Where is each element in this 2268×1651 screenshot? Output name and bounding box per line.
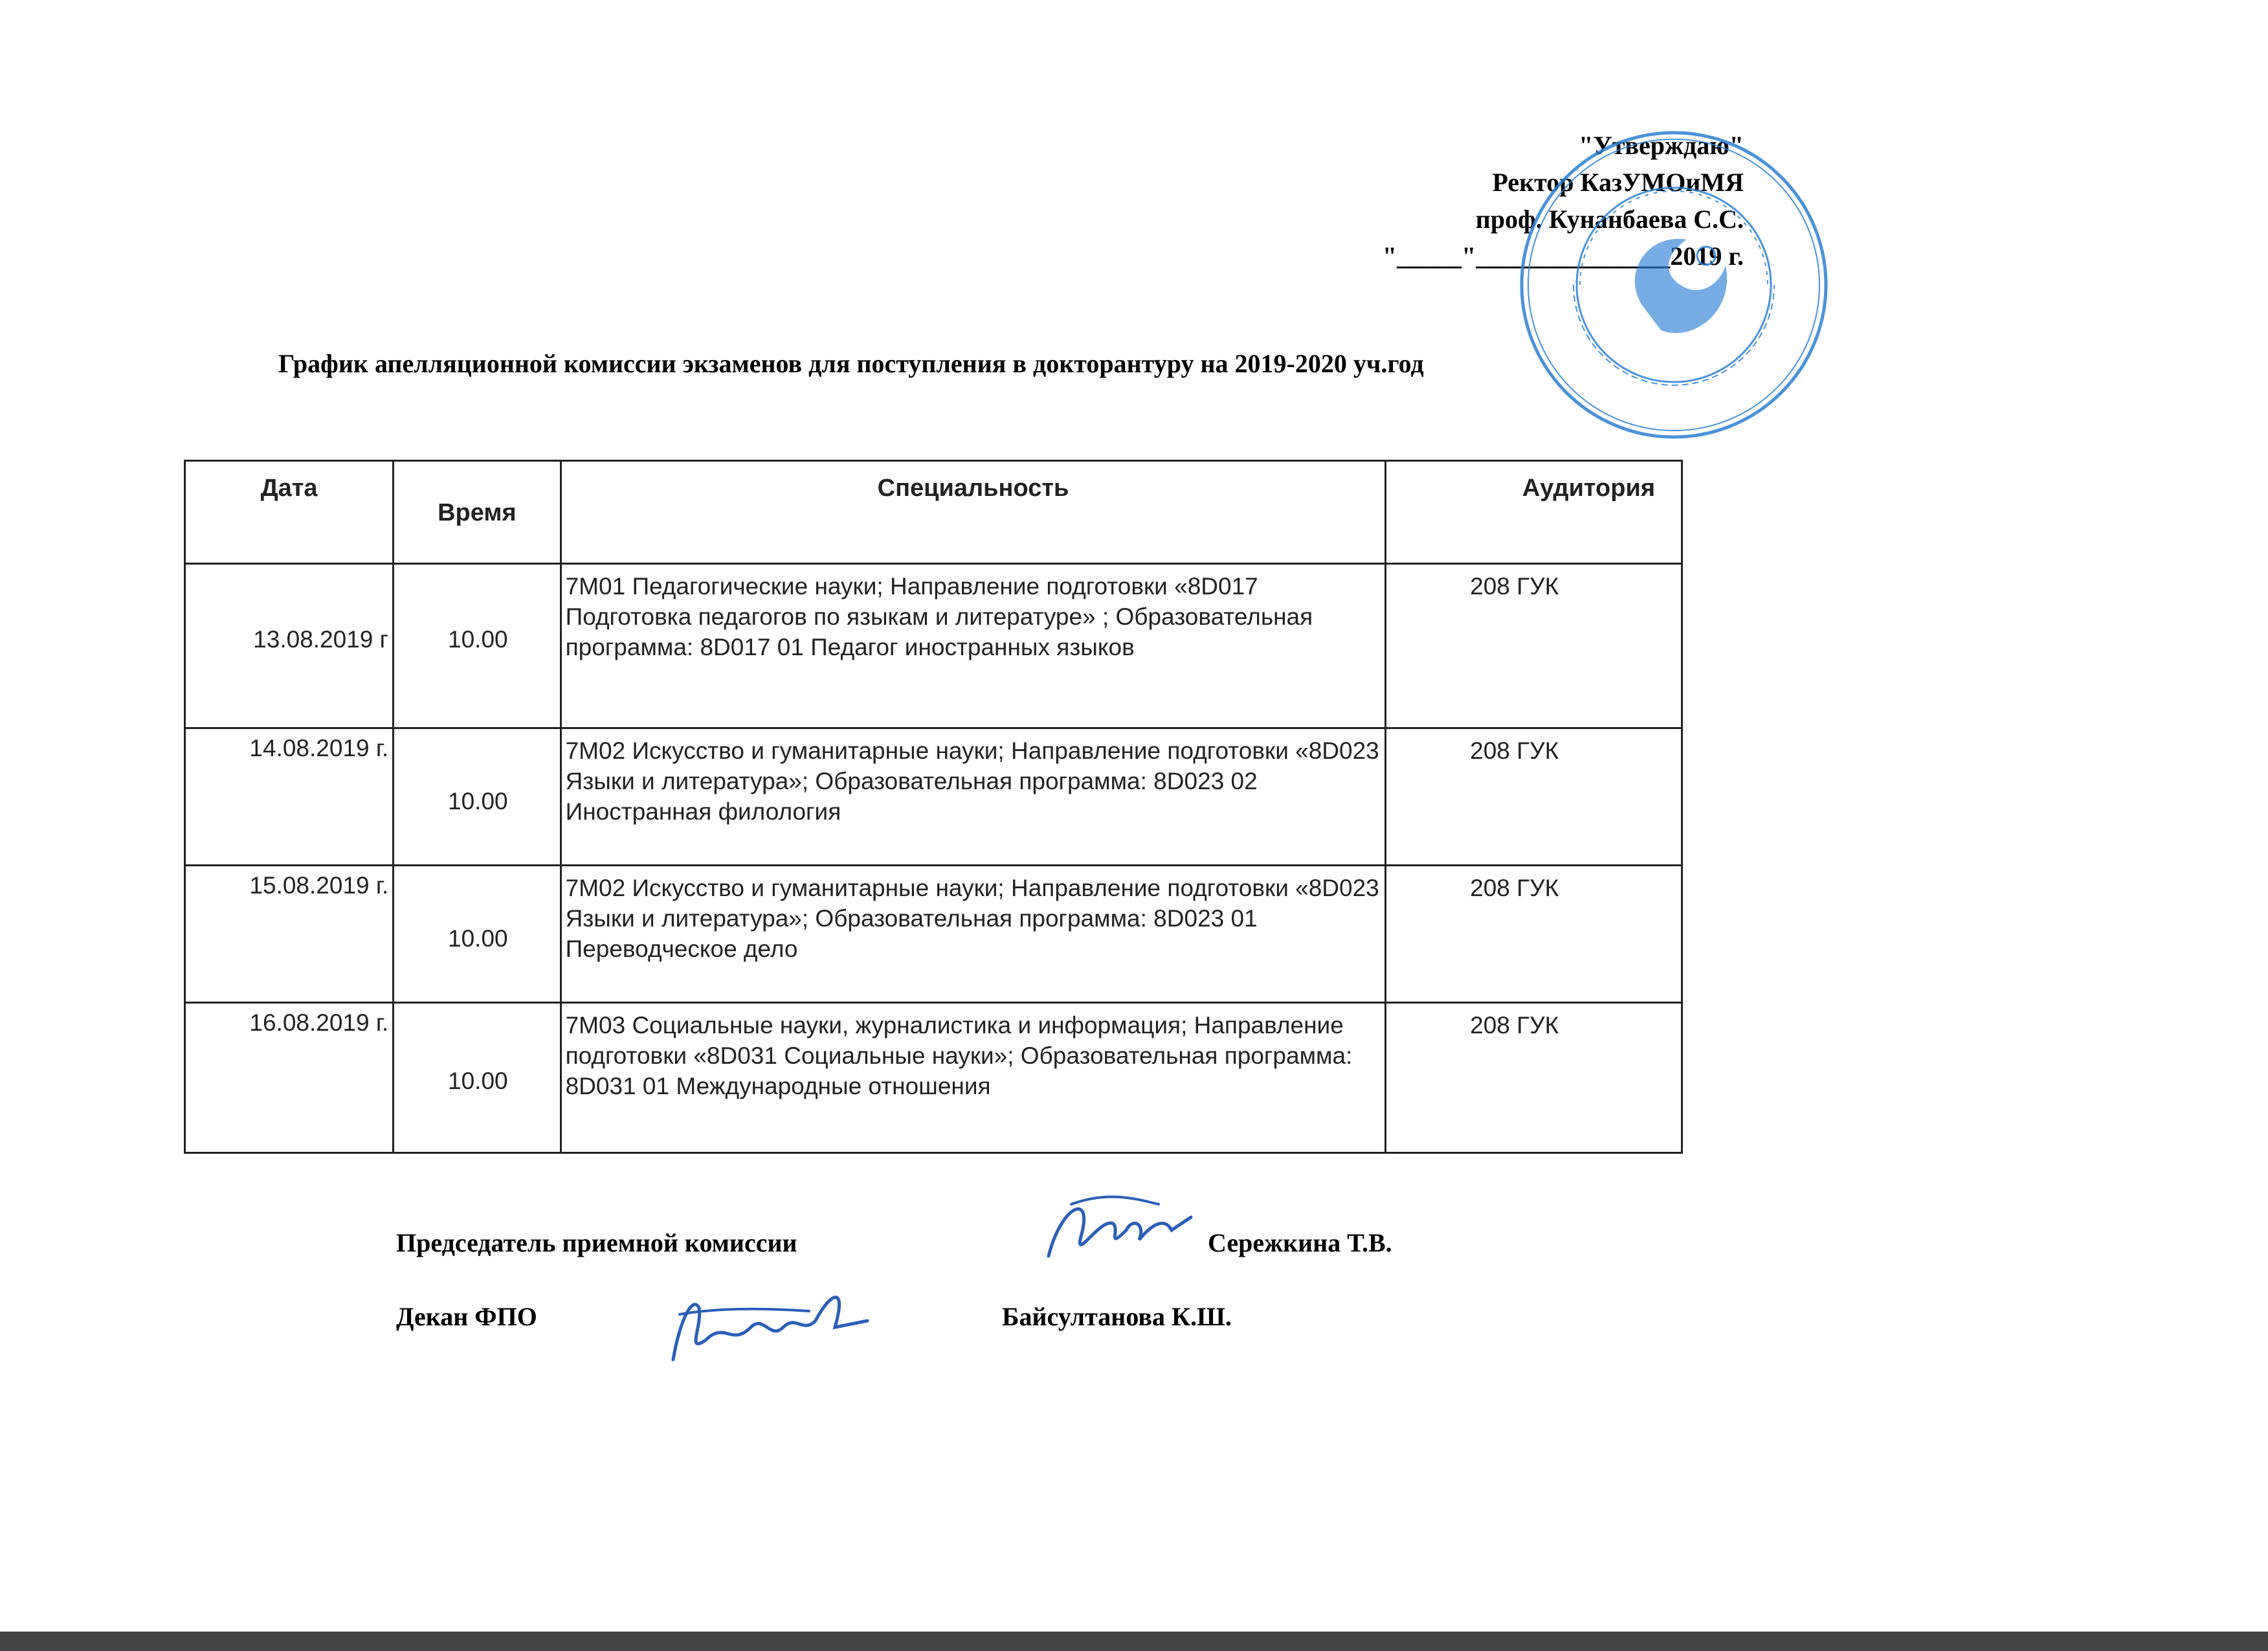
document-title: График апелляционной комиссии экзаменов для поступления в докторантуру на 2019-2020 уч.год — [278, 349, 1424, 378]
cell-specialty: 7М01 Педагогические науки; Направление подготовки «8D017 Подготовка педагогов по языкам и литературе» ; Образовательная программа: 8D017 01 Педагог иностранных языков — [561, 564, 1386, 728]
round-seal-icon — [1512, 123, 1836, 447]
cell-specialty: 7М03 Социальные науки, журналистика и информация; Направление подготовки «8D031 Социальные науки»; Образовательная программа: 8D031 01 Международные отношения — [561, 1003, 1386, 1153]
table-row — [185, 1003, 1682, 1153]
dean-name: Байсултанова К.Ш. — [1002, 1302, 1232, 1331]
cell-time: 10.00 — [394, 728, 561, 866]
dean-label: Декан ФПО — [396, 1302, 537, 1331]
cell-date: 14.08.2019 г. — [185, 728, 394, 866]
cell-room: 208 ГУК — [1386, 1003, 1682, 1153]
cell-specialty: 7М02 Искусство и гуманитарные науки; Направление подготовки «8D023 Языки и литература»; Образовательная программа: 8D023 02 Иностранная филология — [561, 728, 1386, 866]
cell-room: 208 ГУК — [1386, 564, 1682, 728]
schedule-table — [184, 460, 1683, 1154]
approval-line-4: "_____"_______________2019 г. — [1382, 241, 1744, 271]
cell-time: 10.00 — [394, 564, 561, 728]
approval-line-3: проф. Кунанбаева С.С. — [1475, 205, 1744, 234]
dean-signature-icon — [660, 1269, 880, 1379]
cell-date: 15.08.2019 г. — [185, 866, 394, 1003]
header-specialty: Специальность — [561, 461, 1386, 564]
table-row — [185, 866, 1682, 1003]
table-row — [185, 564, 1682, 728]
chair-label: Председатель приемной комиссии — [396, 1228, 797, 1257]
chair-signature-icon — [1036, 1178, 1204, 1275]
header-room: Аудитория — [1386, 461, 1682, 564]
approval-line-2: Ректор КазУМОиМЯ — [1492, 168, 1744, 197]
cell-date: 13.08.2019 г — [185, 564, 394, 728]
header-date: Дата — [185, 461, 394, 564]
table-row — [185, 728, 1682, 866]
chair-name: Сережкина Т.В. — [1208, 1228, 1392, 1257]
cell-time: 10.00 — [394, 1003, 561, 1153]
cell-specialty: 7М02 Искусство и гуманитарные науки; Направление подготовки «8D023 Языки и литература»; Образовательная программа: 8D023 01 Переводческое дело — [561, 866, 1386, 1003]
table-header-row — [185, 461, 1682, 564]
scan-edge-bar — [0, 1632, 2268, 1651]
header-time: Время — [394, 461, 561, 564]
cell-time: 10.00 — [394, 866, 561, 1003]
cell-room: 208 ГУК — [1386, 866, 1682, 1003]
approval-line-1: "Утверждаю" — [1579, 131, 1744, 160]
cell-date: 16.08.2019 г. — [185, 1003, 394, 1153]
cell-room: 208 ГУК — [1386, 728, 1682, 866]
